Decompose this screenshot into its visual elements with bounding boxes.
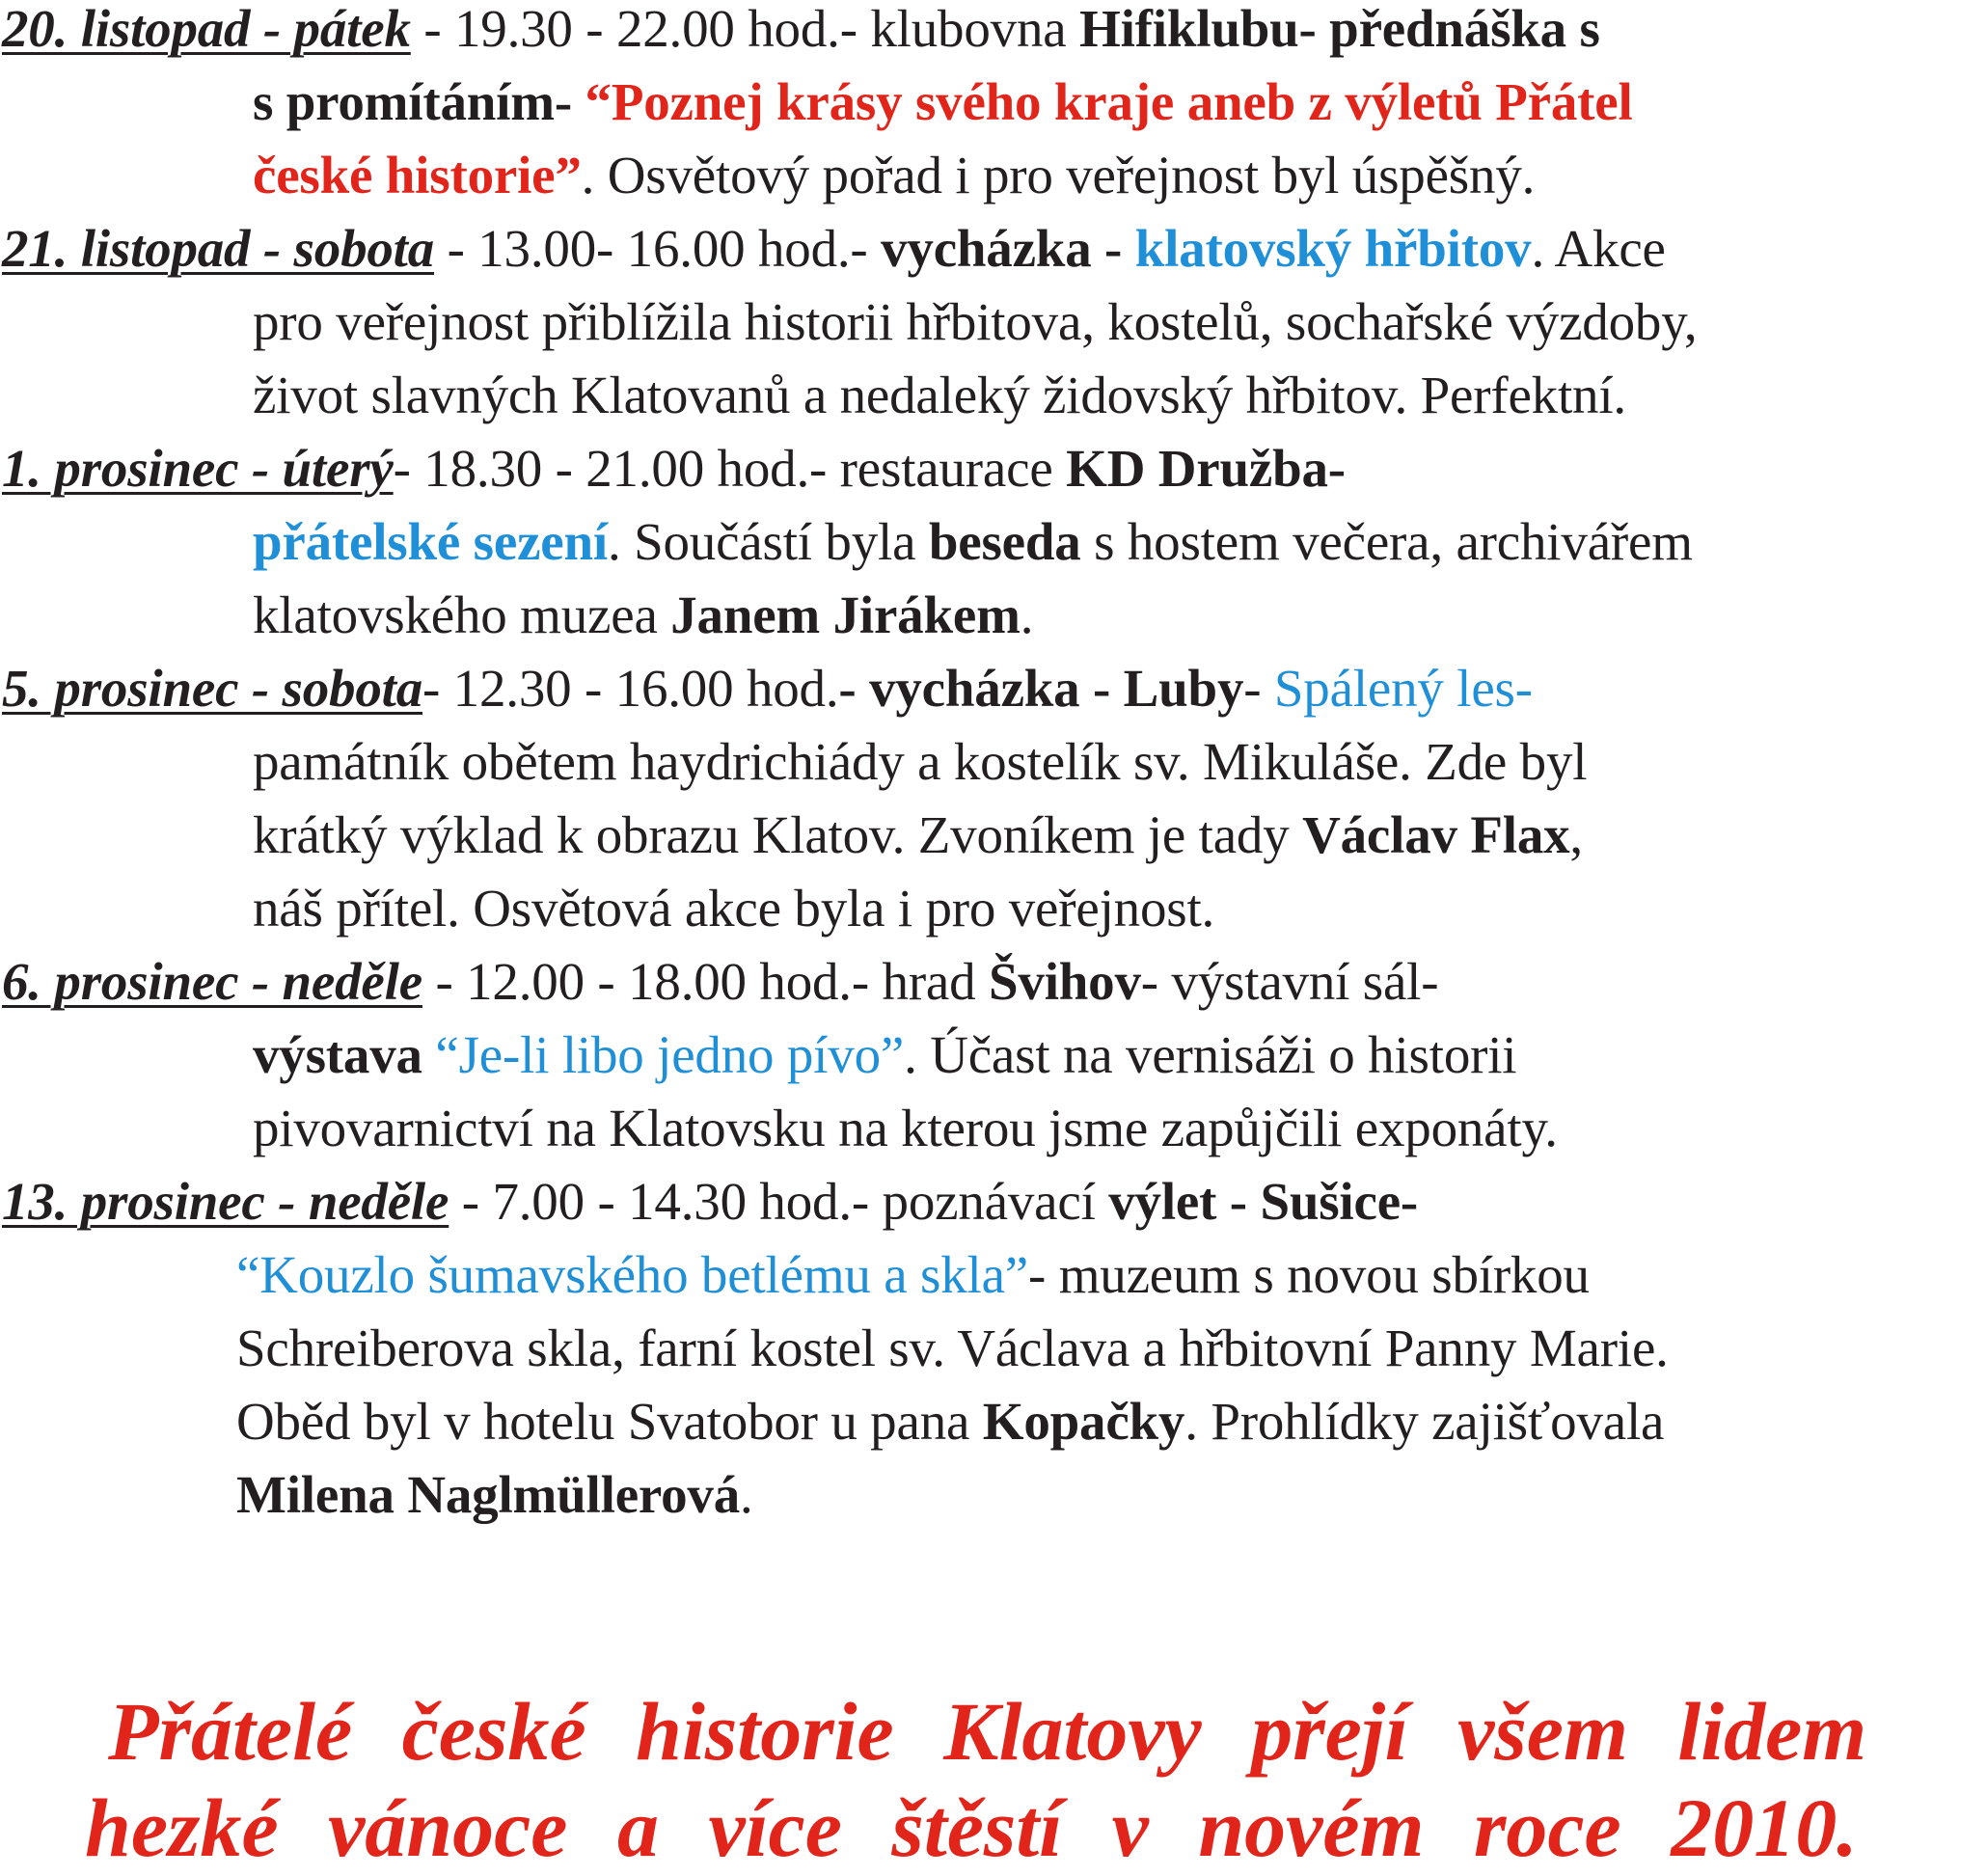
event-type: beseda bbox=[928, 512, 1081, 571]
person-name: Václav Flax bbox=[1302, 805, 1570, 864]
event-title: “Je-li libo jedno pívo” bbox=[422, 1025, 905, 1084]
entry-1-line-3: české historie”. Osvětový pořad i pro veřejnost byl úspěšný. bbox=[253, 146, 1536, 204]
entry-date: 6. prosinec - neděle bbox=[2, 952, 422, 1011]
place-name: Švihov bbox=[989, 952, 1141, 1011]
person-name: Milena Naglmüllerová bbox=[236, 1465, 741, 1524]
event-title: české historie” bbox=[253, 146, 582, 204]
place-name: Hifiklubu bbox=[1079, 0, 1299, 58]
place-name: KD Družba- bbox=[1066, 439, 1346, 498]
entry-6-line-3: Schreiberova skla, farní kostel sv. Václava a hřbitovní Panny Marie. bbox=[236, 1319, 1669, 1377]
entry-6-line-5: Milena Naglmüllerová. bbox=[236, 1465, 753, 1524]
entry-5-line-3: pivovarnictví na Klatovsku na kterou jsme zapůjčili exponáty. bbox=[253, 1099, 1558, 1157]
entry-4-line-1: 5. prosinec - sobota- 12.30 - 16.00 hod.- vycházka - Luby- Spálený les- bbox=[2, 659, 1533, 718]
entry-6-line-1: 13. prosinec - neděle - 7.00 - 14.30 hod.- poznávací výlet - Sušice- bbox=[2, 1172, 1419, 1231]
event-type: - vycházka - Luby bbox=[838, 659, 1244, 718]
entry-3-line-2: přátelské sezení. Součástí byla beseda s hostem večera, archivářem bbox=[253, 512, 1693, 571]
entry-2-line-2: pro veřejnost přiblížila historii hřbitova, kostelů, sochařské výzdoby, bbox=[253, 292, 1698, 351]
entry-3-line-3: klatovského muzea Janem Jirákem. bbox=[253, 585, 1034, 644]
entry-4-line-3: krátký výklad k obrazu Klatov. Zvoníkem je tady Václav Flax, bbox=[253, 805, 1583, 864]
entry-3-line-1: 1. prosinec - úterý- 18.30 - 21.00 hod.- restaurace KD Družba- bbox=[2, 439, 1346, 498]
holiday-wish-line-1: Přátelé české historie Klatovy přejí všem lidem bbox=[108, 1685, 1867, 1778]
entry-4-line-4: náš přítel. Osvětová akce byla i pro veřejnost. bbox=[253, 879, 1215, 938]
event-title: “Kouzlo šumavského betlému a skla” bbox=[236, 1245, 1029, 1304]
entry-1-line-2: s promítáním- “Poznej krásy svého kraje aneb z výletů Přátel bbox=[253, 72, 1633, 131]
entry-2-line-3: život slavných Klatovanů a nedaleký židovský hřbitov. Perfektní. bbox=[253, 366, 1626, 424]
event-title: klatovský hřbitov bbox=[1134, 219, 1532, 278]
entry-1-line-1: 20. listopad - pátek - 19.30 - 22.00 hod.- klubovna Hifiklubu- přednáška s bbox=[2, 0, 1600, 58]
event-title: Spálený les- bbox=[1273, 659, 1533, 718]
event-title: přátelské sezení bbox=[253, 512, 608, 571]
event-type: výstava bbox=[253, 1025, 422, 1084]
entry-6-line-4: Oběd byl v hotelu Svatobor u pana Kopačky. Prohlídky zajišťovala bbox=[236, 1392, 1665, 1451]
entry-6-line-2: “Kouzlo šumavského betlému a skla”- muzeum s novou sbírkou bbox=[236, 1245, 1590, 1304]
event-type: vycházka bbox=[881, 219, 1092, 278]
entry-date: 21. listopad - sobota bbox=[2, 219, 435, 278]
person-name: Kopačky bbox=[982, 1392, 1185, 1451]
holiday-wish-line-2: hezké vánoce a více štěstí v novém roce 2010. bbox=[85, 1781, 1858, 1874]
entry-date: 20. listopad - pátek bbox=[2, 0, 411, 58]
entry-5-line-1: 6. prosinec - neděle - 12.00 - 18.00 hod.- hrad Švihov- výstavní sál- bbox=[2, 952, 1439, 1011]
event-type: výlet - Sušice- bbox=[1108, 1172, 1419, 1231]
person-name: Janem Jirákem bbox=[670, 585, 1021, 644]
entry-4-line-2: památník obětem haydrichiády a kostelík sv. Mikuláše. Zde byl bbox=[253, 732, 1588, 791]
event-title: “Poznej krásy svého kraje aneb z výletů Přátel bbox=[585, 72, 1633, 131]
entry-date: 1. prosinec - úterý bbox=[2, 439, 394, 498]
entry-date: 13. prosinec - neděle bbox=[2, 1172, 449, 1231]
entry-5-line-2: výstava “Je-li libo jedno pívo”. Účast na vernisáži o historii bbox=[253, 1025, 1517, 1084]
entry-2-line-1: 21. listopad - sobota - 13.00- 16.00 hod.- vycházka - klatovský hřbitov. Akce bbox=[2, 219, 1666, 278]
entry-date: 5. prosinec - sobota bbox=[2, 659, 423, 718]
